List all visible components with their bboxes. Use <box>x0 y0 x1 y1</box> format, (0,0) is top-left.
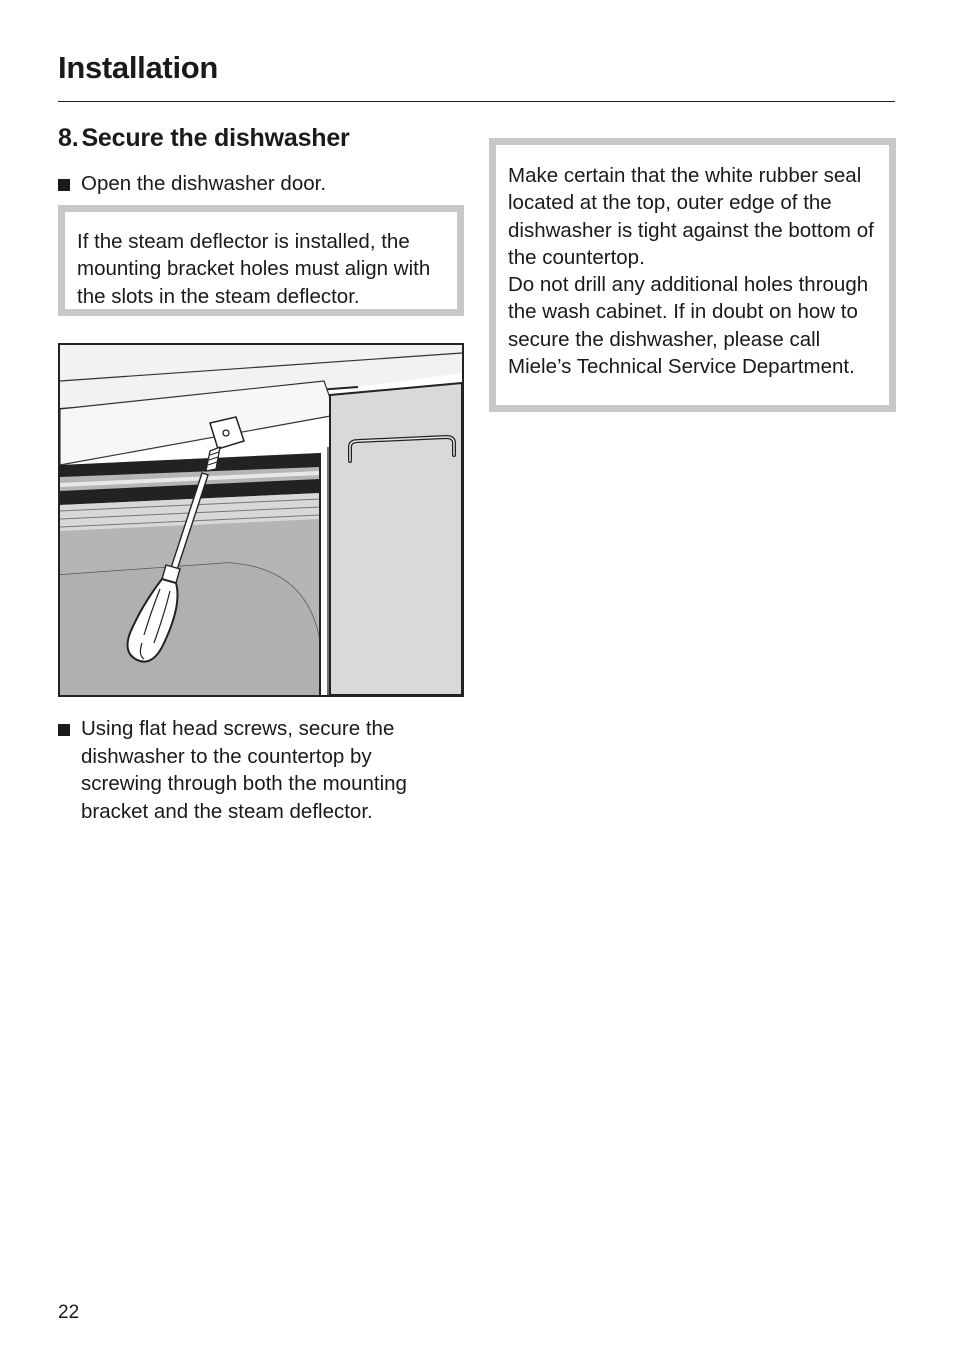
section-heading <box>58 124 350 153</box>
note-box-seal <box>489 138 896 412</box>
step-open-door <box>58 170 458 198</box>
step-secure-screws <box>58 715 458 825</box>
section-title: Secure the dishwasher <box>81 124 350 152</box>
note-text: If the steam deflector is installed, the mounting bracket holes must align with the slots in the steam deflector. <box>77 230 431 308</box>
note-text-drill: Do not drill any additional holes through the wash cabinet. If in doubt on how to secure the dishwasher, please call Miele’s Technical Service Department. <box>508 273 869 379</box>
bullet-square-icon <box>58 724 70 736</box>
step-text: Open the dishwasher door. <box>81 172 327 195</box>
page-title: Installation <box>58 50 219 85</box>
bullet-square-icon <box>58 179 70 191</box>
section-number: 8. <box>58 124 79 152</box>
header-divider <box>58 101 895 102</box>
screwdriver-securing-bracket-illustration <box>58 343 464 697</box>
note-box-deflector <box>58 205 464 316</box>
note-text-seal: Make certain that the white rubber seal located at the top, outer edge of the dishwasher is tight against the bottom of the countertop. <box>508 164 874 269</box>
step-text: Using flat head screws, secure the dishwasher to the countertop by screwing through both the mounting bracket and the steam deflector. <box>81 717 407 823</box>
page-number: 22 <box>58 1302 80 1323</box>
